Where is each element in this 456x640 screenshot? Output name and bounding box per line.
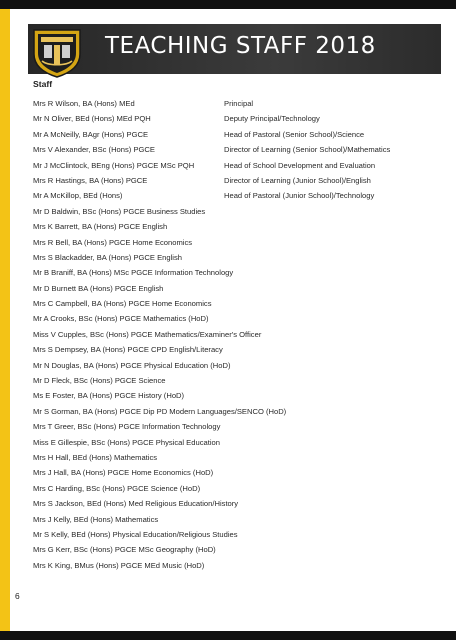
- staff-row: [33, 358, 443, 373]
- staff-name: Mrs R Bell, BA (Hons) PGCE Home Economics: [33, 237, 193, 247]
- staff-name: Miss V Cupples, BSc (Hons) PGCE Mathematics/Examiner's Officer: [33, 329, 262, 339]
- staff-name: Mr S Gorman, BA (Hons) PGCE Dip PD Modern Languages/SENCO (HoD): [33, 406, 287, 416]
- staff-row: [33, 342, 443, 357]
- staff-role: Principal: [224, 99, 254, 108]
- bottom-border: [0, 631, 456, 640]
- staff-role: Director of Learning (Senior School)/Mathematics: [224, 145, 391, 155]
- staff-row: [33, 496, 443, 511]
- staff-name: Mrs J Kelly, BEd (Hons) Mathematics: [33, 514, 159, 524]
- staff-name: Mrs C Campbell, BA (Hons) PGCE Home Economics: [33, 299, 212, 309]
- staff-row: [33, 465, 443, 480]
- staff-name: Mrs T Greer, BSc (Hons) PGCE Information Technology: [33, 422, 221, 432]
- staff-row: [33, 111, 443, 126]
- staff-name: Mr J McClintock, BEng (Hons) PGCE MSc PQH: [33, 160, 195, 170]
- staff-role: Head of School Development and Evaluation: [224, 160, 376, 170]
- staff-row: [33, 204, 443, 219]
- staff-name: Mr D Baldwin, BSc (Hons) PGCE Business Studies: [33, 206, 206, 216]
- top-border: [0, 0, 456, 9]
- staff-row: [33, 296, 443, 311]
- staff-row: [33, 158, 443, 173]
- staff-name: Mr D Burnett BA (Hons) PGCE English: [33, 283, 164, 293]
- staff-row: [33, 373, 443, 388]
- staff-name: Mrs S Dempsey, BA (Hons) PGCE CPD English/Literacy: [33, 345, 223, 355]
- staff-row: [33, 388, 443, 403]
- staff-row: [33, 127, 443, 142]
- staff-heading: Staff: [33, 79, 53, 89]
- page-number: 6: [15, 591, 20, 601]
- staff-name: Mr D Fleck, BSc (Hons) PGCE Science: [33, 376, 166, 386]
- staff-role: Head of Pastoral (Senior School)/Science: [224, 129, 365, 139]
- staff-name: Mr A Crooks, BSc (Hons) PGCE Mathematics (HoD): [33, 314, 209, 324]
- staff-row: [33, 419, 443, 434]
- staff-row: [33, 281, 443, 296]
- staff-row: [33, 188, 443, 203]
- staff-name: Mrs S Jackson, BEd (Hons) Med Religious Education/History: [33, 499, 239, 509]
- staff-row: [33, 450, 443, 465]
- staff-name: Mr N Douglas, BA (Hons) PGCE Physical Education (HoD): [33, 360, 231, 370]
- staff-name: Miss E Gillespie, BSc (Hons) PGCE Physical Education: [33, 437, 220, 447]
- staff-row: [33, 327, 443, 342]
- staff-role: Director of Learning (Junior School)/English: [224, 175, 371, 185]
- staff-row: [33, 542, 443, 557]
- staff-name: Mrs R Hastings, BA (Hons) PGCE: [33, 175, 148, 185]
- staff-name: Mrs R Wilson, BA (Hons) MEd: [33, 99, 135, 108]
- staff-row: [33, 435, 443, 450]
- staff-name: Mr S Kelly, BEd (Hons) Physical Education/Religious Studies: [33, 529, 238, 539]
- staff-row: [33, 404, 443, 419]
- staff-name: Mr A McNeilly, BAgr (Hons) PGCE: [33, 129, 149, 139]
- staff-row: [33, 265, 443, 280]
- staff-name: Mrs C Harding, BSc (Hons) PGCE Science (HoD): [33, 483, 201, 493]
- page-title: TEACHING STAFF 2018: [105, 33, 376, 59]
- staff-name: Mr B Braniff, BA (Hons) MSc PGCE Information Technology: [33, 268, 234, 278]
- staff-row: [33, 173, 443, 188]
- staff-name: Mrs K King, BMus (Hons) PGCE MEd Music (HoD): [33, 560, 205, 570]
- staff-row: [33, 96, 443, 111]
- staff-name: Mrs J Hall, BA (Hons) PGCE Home Economics (HoD): [33, 468, 214, 478]
- yellow-side-stripe: [0, 9, 10, 631]
- staff-role: Head of Pastoral (Junior School)/Technology: [224, 191, 375, 201]
- staff-row: [33, 250, 443, 265]
- staff-name: Ms E Foster, BA (Hons) PGCE History (HoD): [33, 391, 185, 401]
- school-crest-icon: [30, 28, 84, 78]
- staff-name: Mrs V Alexander, BSc (Hons) PGCE: [33, 145, 155, 155]
- staff-row: [33, 481, 443, 496]
- staff-name: Mrs S Blackadder, BA (Hons) PGCE English: [33, 252, 182, 262]
- staff-row: [33, 512, 443, 527]
- staff-name: Mr A McKillop, BEd (Hons): [33, 191, 123, 201]
- staff-name: Mrs K Barrett, BA (Hons) PGCE English: [33, 222, 168, 232]
- staff-list: [33, 96, 443, 573]
- staff-row: [33, 558, 443, 573]
- staff-row: [33, 527, 443, 542]
- staff-name: Mrs G Kerr, BSc (Hons) PGCE MSc Geography (HoD): [33, 545, 216, 555]
- staff-row: [33, 235, 443, 250]
- staff-row: [33, 219, 443, 234]
- staff-name: Mrs H Hall, BEd (Hons) Mathematics: [33, 452, 158, 462]
- staff-row: [33, 311, 443, 326]
- staff-name: Mr N Oliver, BEd (Hons) MEd PQH: [33, 114, 151, 124]
- staff-row: [33, 142, 443, 157]
- staff-role: Deputy Principal/Technology: [224, 114, 320, 124]
